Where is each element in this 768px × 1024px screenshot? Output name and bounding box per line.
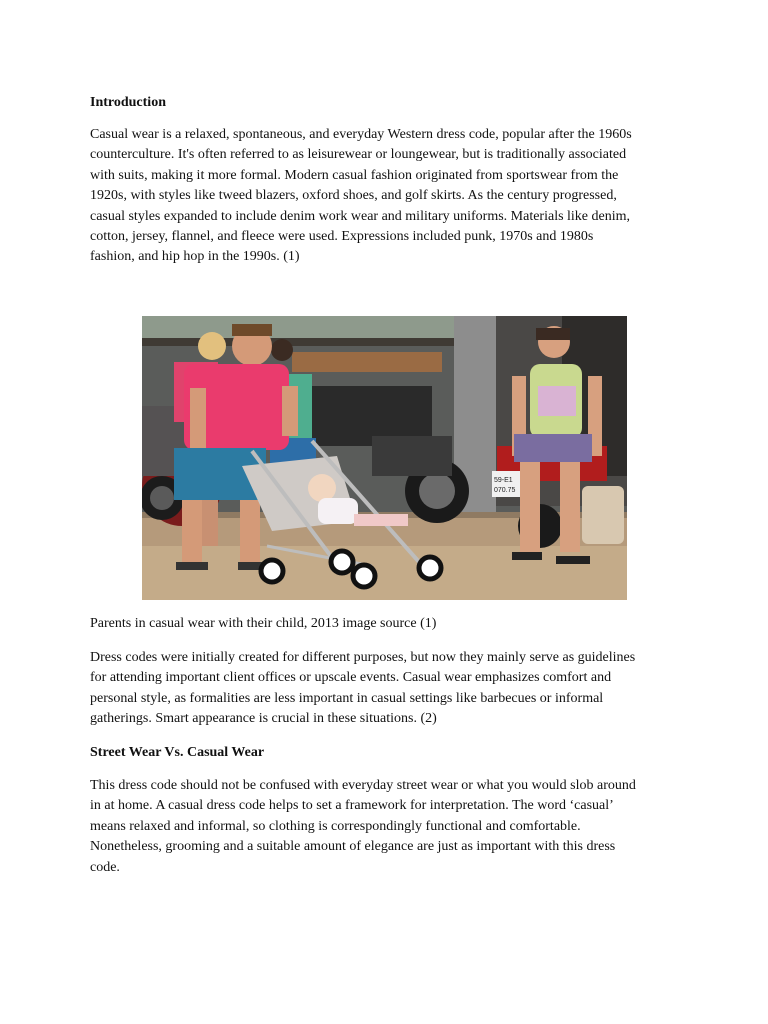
paragraph-line: 1920s, with styles like tweed blazers, oxford shoes, and golf skirts. As the century progressed, bbox=[90, 188, 617, 204]
license-plate-text-2: 070.75 bbox=[494, 487, 516, 494]
paragraph-line: personal style, as formalities are less important in casual settings like barbecues or informal bbox=[90, 690, 604, 706]
paragraph-line: This dress code should not be confused with everyday street wear or what you would slob around bbox=[90, 778, 636, 793]
paragraph-line: Dress codes were initially created for different purposes, but now they mainly serve as guidelines bbox=[90, 650, 636, 665]
paragraph-line: for attending important client offices or upscale events. Casual wear emphasizes comfort and bbox=[90, 670, 612, 686]
paragraph-line: means relaxed and informal, so clothing is correspondingly functional and comfortable. bbox=[90, 818, 581, 834]
paragraph-line: counterculture. It's often referred to as leisurewear or loungewear, but is traditionally associated bbox=[90, 147, 627, 163]
paragraph-line: with suits, making it more formal. Modern casual fashion originated from sportswear from the bbox=[90, 167, 619, 183]
paragraph-line: Casual wear is a relaxed, spontaneous, and everyday Western dress code, popular after the 1960s bbox=[90, 127, 632, 142]
intro-heading: Introduction bbox=[90, 95, 166, 110]
figure-caption: Parents in casual wear with their child, 2013 image source (1) bbox=[90, 616, 437, 631]
casual-wear-family-photo bbox=[142, 316, 627, 600]
paragraph-line: gatherings. Smart appearance is crucial in these situations. (2) bbox=[90, 711, 437, 727]
license-plate-text-1: 59-E1 bbox=[494, 477, 513, 484]
paragraph-line: fashion, and hip hop in the 1990s. (1) bbox=[90, 249, 300, 265]
street-wear-paragraph bbox=[90, 776, 636, 878]
paragraph-line: cotton, jersey, flannel, and fleece were used. Expressions included punk, 1970s and 1980s bbox=[90, 229, 594, 245]
paragraph-line: in at home. A casual dress code helps to set a framework for interpretation. The word ‘casual’ bbox=[90, 798, 614, 814]
paragraph-line: Nonetheless, grooming and a suitable amount of elegance are just as important with this dress bbox=[90, 839, 616, 855]
intro-paragraph bbox=[90, 125, 632, 268]
dress-codes-paragraph bbox=[90, 648, 635, 730]
street-wear-heading: Street Wear Vs. Casual Wear bbox=[90, 745, 265, 760]
paragraph-line: casual styles expanded to include denim work wear and military uniforms. Materials like denim, bbox=[90, 208, 631, 224]
paragraph-line: code. bbox=[90, 859, 120, 875]
